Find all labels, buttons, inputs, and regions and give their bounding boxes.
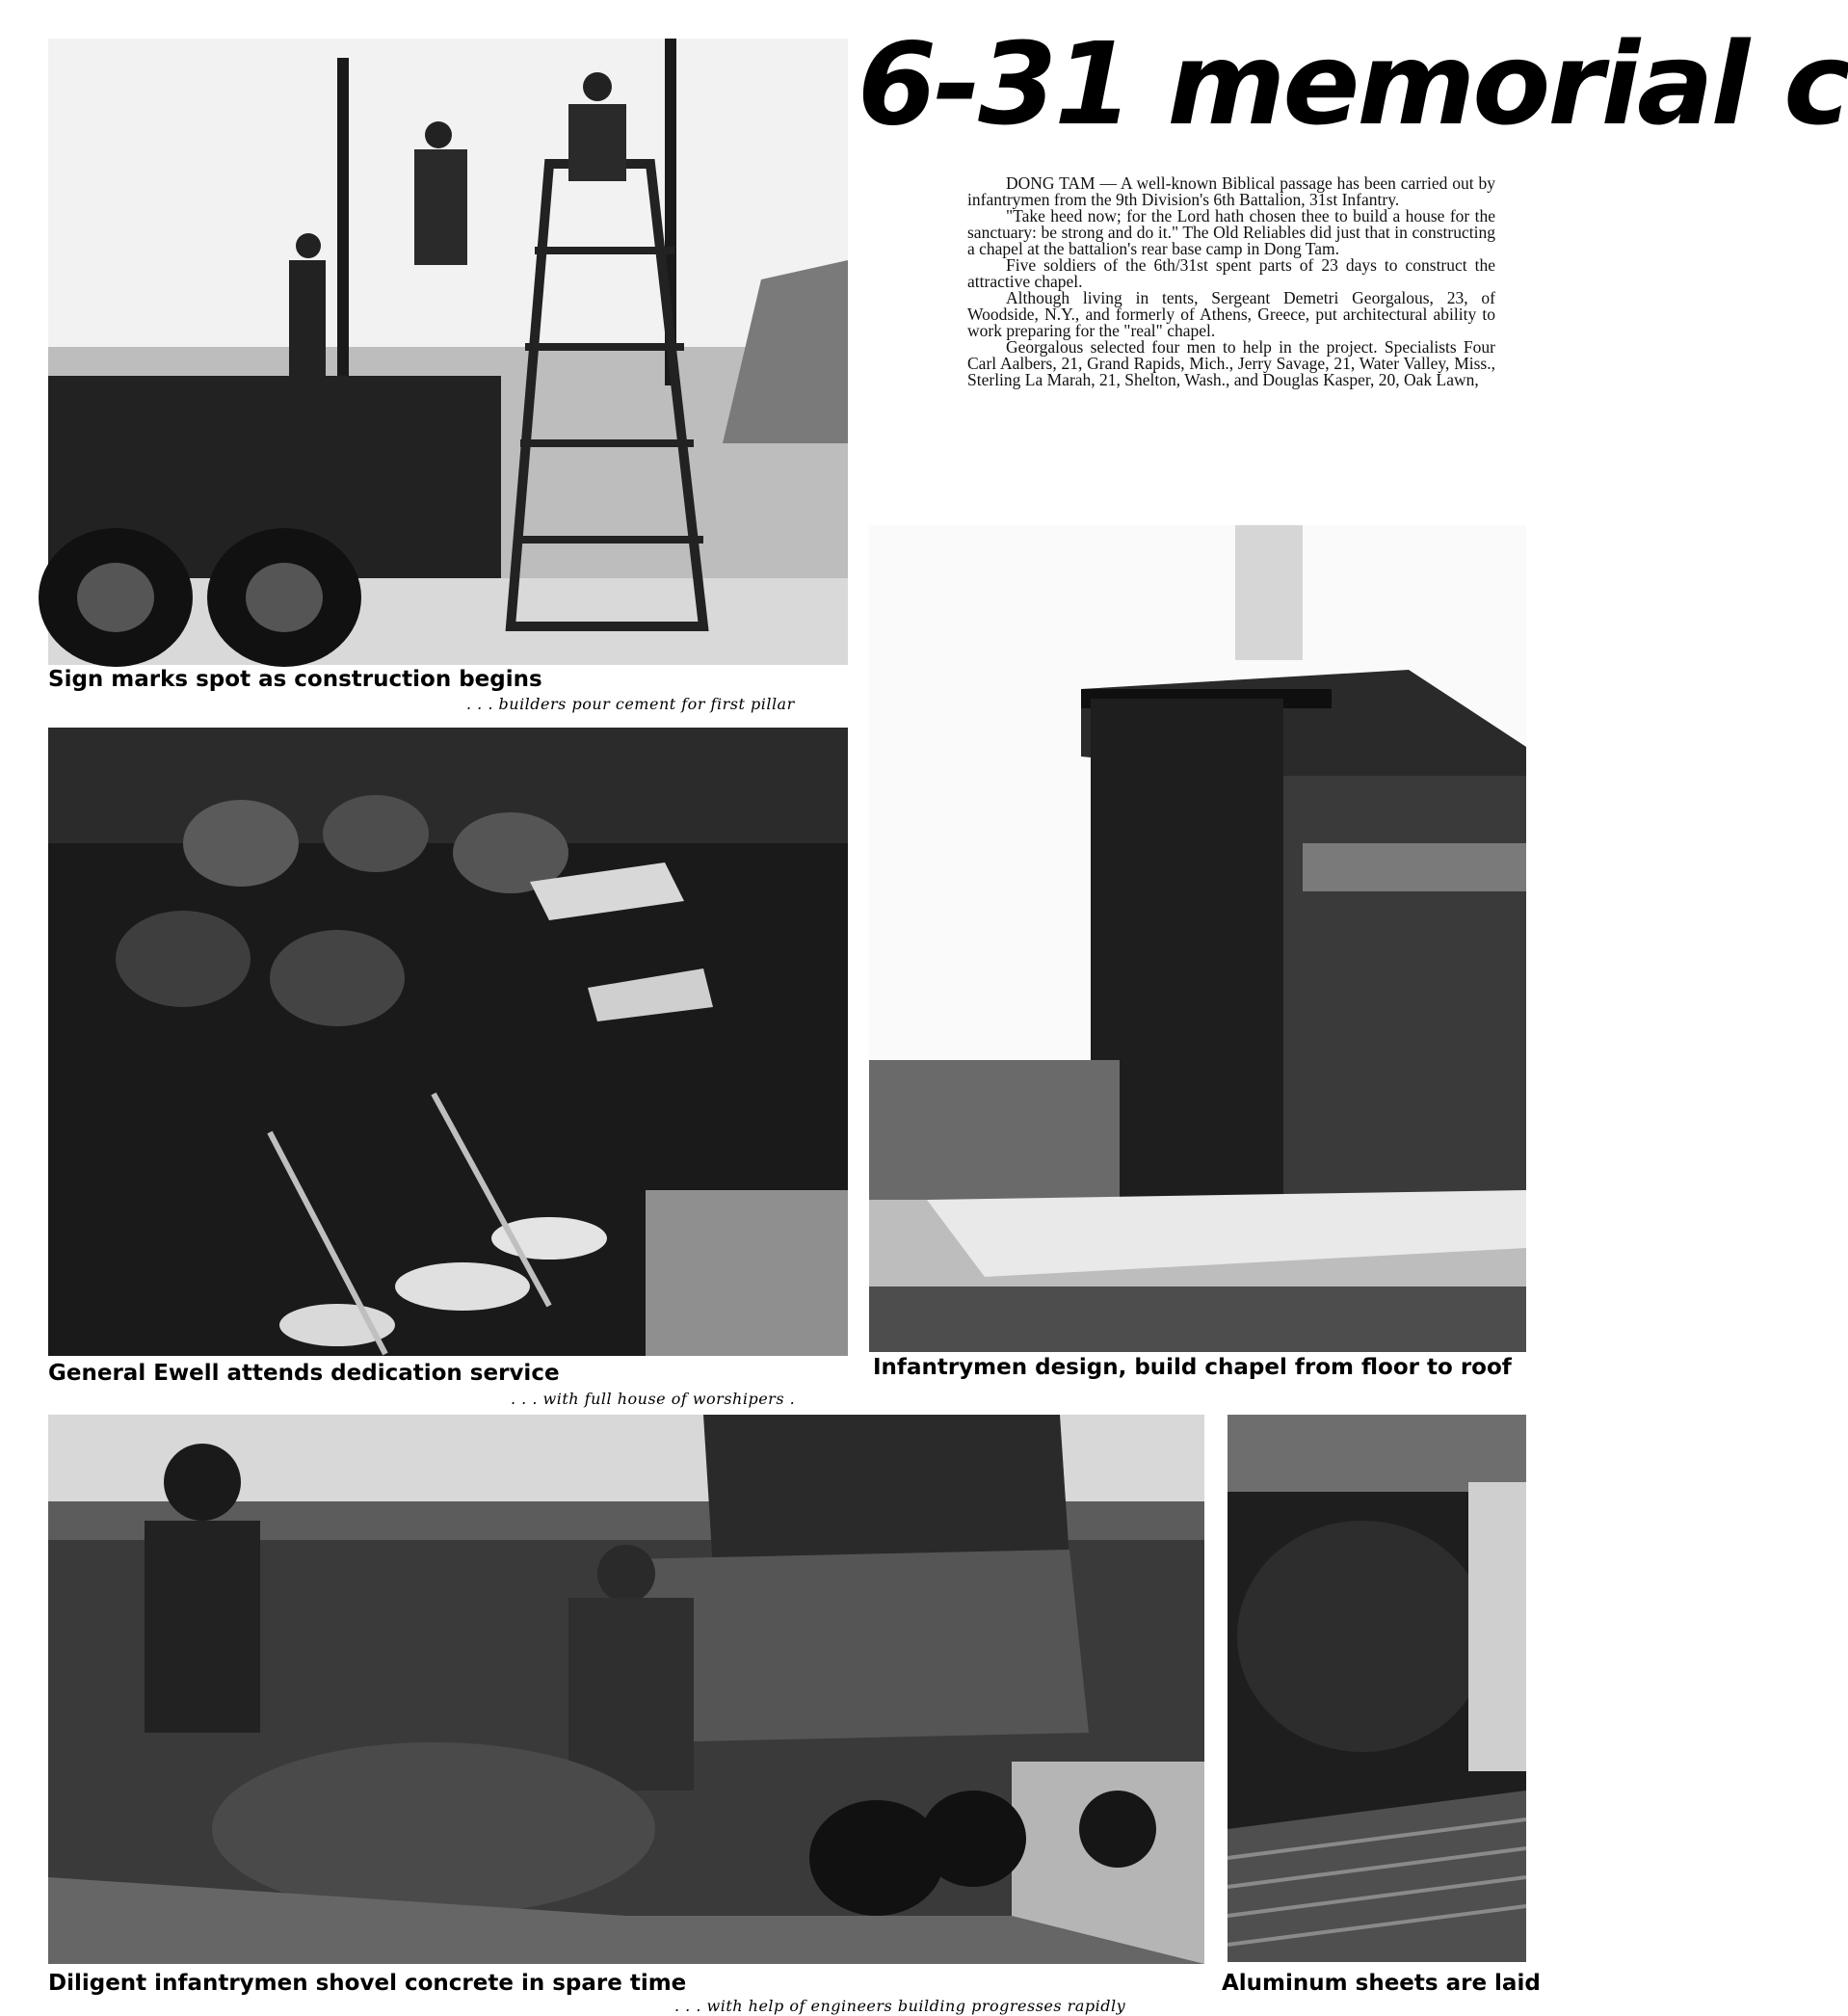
article-paragraph: DONG TAM — A well-known Biblical passage has been carried out by infantrymen from the 9th Division's 6th Battalion, 31st Infantry. bbox=[967, 173, 1495, 209]
dedication-caption: General Ewell attends dedication service bbox=[48, 1361, 560, 1386]
construction-photo bbox=[48, 39, 848, 663]
article-paragraph: "Take heed now; for the Lord hath chosen thee to build a house for the sanctuary: be strong and do it." The Old Reliables did just that in constructing a chapel at the battalion's rear base camp in Dong Tam. bbox=[967, 206, 1495, 258]
dedication-subcaption: . . . with full house of worshipers . bbox=[511, 1390, 796, 1408]
headline: 6-31 memorial c bbox=[858, 17, 1848, 150]
article-body bbox=[967, 175, 1495, 388]
construction-caption: Sign marks spot as construction begins bbox=[48, 667, 542, 692]
construction-subcaption: . . . builders pour cement for first pillar bbox=[466, 695, 795, 713]
shovel-photo bbox=[48, 1415, 1204, 1964]
article-paragraph: Although living in tents, Sergeant Demetri Georgalous, 23, of Woodside, N.Y., and formerly of Athens, Greece, put architectural ability to work preparing for the "real" chapel. bbox=[967, 288, 1495, 340]
chapel-caption: Infantrymen design, build chapel from floor to roof bbox=[873, 1355, 1512, 1380]
dedication-photo bbox=[48, 728, 848, 1356]
chapel-photo bbox=[869, 525, 1526, 1352]
article-paragraph: Georgalous selected four men to help in the project. Specialists Four Carl Aalbers, 21, Grand Rapids, Mich., Jerry Savage, 21, Water Valley, Miss., Sterling La Marah, 21, Shelton, Wash., and Douglas Kasper, 20, Oak Lawn, bbox=[967, 337, 1495, 389]
aluminum-caption: Aluminum sheets are laid bbox=[1222, 1971, 1541, 1996]
aluminum-photo bbox=[1228, 1415, 1526, 1962]
article-paragraph: Five soldiers of the 6th/31st spent parts of 23 days to construct the attractive chapel. bbox=[967, 255, 1495, 291]
shovel-subcaption: . . . with help of engineers building progresses rapidly bbox=[674, 1997, 1126, 2015]
shovel-caption: Diligent infantrymen shovel concrete in spare time bbox=[48, 1971, 687, 1996]
